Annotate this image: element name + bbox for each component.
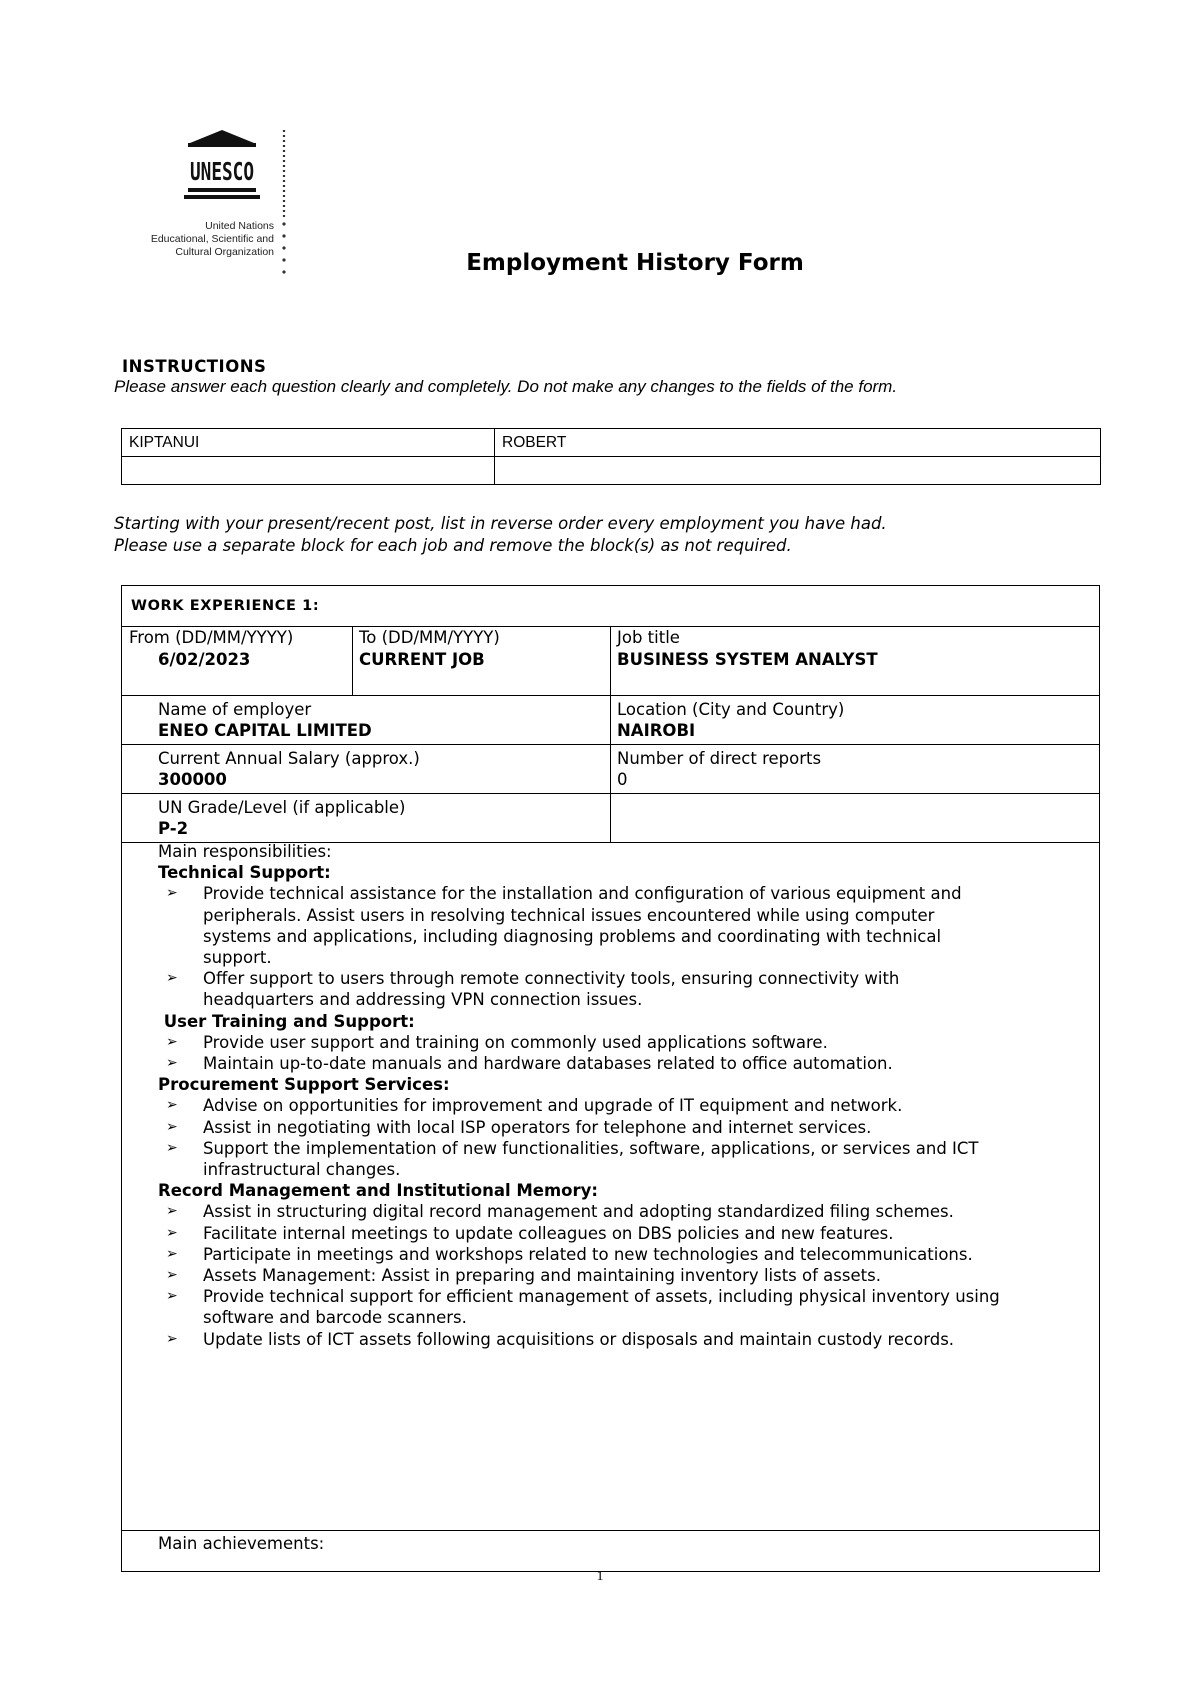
- arrow-bullet-icon: ➢: [166, 1224, 178, 1241]
- list-item-line: infrastructural changes.: [203, 1160, 401, 1180]
- list-item-line: systems and applications, including diagnosing problems and coordinating with technical: [203, 926, 942, 946]
- to-date-value[interactable]: CURRENT JOB: [359, 650, 485, 669]
- note-line-2: Please use a separate block for each job and remove the block(s) as not required.: [114, 536, 792, 555]
- list-item: [158, 1329, 1088, 1350]
- logo-line-1: United Nations: [205, 220, 274, 232]
- arrow-bullet-icon: ➢: [166, 970, 178, 987]
- page-title: Employment History Form: [466, 250, 804, 276]
- section-title: Technical Support:: [158, 863, 331, 883]
- last-name-field[interactable]: KIPTANUI: [122, 429, 495, 457]
- list-item-line: software and barcode scanners.: [203, 1308, 467, 1328]
- work-experience-heading: WORK EXPERIENCE 1:: [131, 598, 320, 614]
- responsibility-list: [158, 1201, 1088, 1349]
- name-table: [121, 428, 1101, 485]
- section-title: User Training and Support:: [158, 1011, 415, 1031]
- responsibilities-section: [158, 841, 1088, 1350]
- note-line-1: Starting with your present/recent post, list in reverse order every employment you have had.: [114, 514, 887, 533]
- list-item-line: Advise on opportunities for improvement and upgrade of IT equipment and network.: [203, 1096, 903, 1116]
- list-item-line: Maintain up-to-date manuals and hardware databases related to office automation.: [203, 1054, 893, 1074]
- list-item: [158, 1201, 1088, 1222]
- work-experience-block: [121, 585, 1100, 1572]
- logo-line-3: Cultural Organization: [175, 246, 274, 258]
- list-item: [158, 968, 1088, 1010]
- responsibility-list: [158, 1095, 1088, 1180]
- instructions-heading: INSTRUCTIONS: [122, 357, 267, 376]
- list-item: [158, 1053, 1088, 1074]
- direct-reports-value[interactable]: 0: [617, 770, 628, 789]
- svg-text:UNESCO: UNESCO: [190, 157, 254, 186]
- responsibilities-label: Main responsibilities:: [158, 842, 332, 861]
- arrow-bullet-icon: ➢: [166, 1139, 178, 1156]
- instructions-text: Please answer each question clearly and completely. Do not make any changes to the fields of the form.: [114, 377, 898, 396]
- list-item: [158, 1117, 1088, 1138]
- arrow-bullet-icon: ➢: [166, 1288, 178, 1305]
- list-item: [158, 1095, 1088, 1116]
- employment-note: [114, 513, 887, 557]
- list-item-line: Assist in negotiating with local ISP operators for telephone and internet services.: [203, 1117, 872, 1137]
- list-item-line: Provide user support and training on commonly used applications software.: [203, 1032, 828, 1052]
- location-label: Location (City and Country): [617, 700, 845, 719]
- grade-value[interactable]: P-2: [158, 819, 189, 838]
- unesco-acronym: [190, 157, 254, 186]
- list-item-line: headquarters and addressing VPN connection issues.: [203, 990, 643, 1010]
- list-item-line: Facilitate internal meetings to update colleagues on DBS policies and new features.: [203, 1223, 894, 1243]
- responsibility-list: [158, 883, 1088, 1010]
- list-item-line: Support the implementation of new functionalities, software, applications, or services and ICT: [203, 1138, 979, 1158]
- employer-label: Name of employer: [158, 700, 312, 719]
- logo-line-2: Educational, Scientific and: [150, 233, 274, 245]
- from-date-value[interactable]: 6/02/2023: [158, 650, 251, 669]
- list-item: [158, 883, 1088, 968]
- responsibility-sections: [158, 862, 1088, 1350]
- list-item-line: Participate in meetings and workshops related to new technologies and telecommunications.: [203, 1244, 973, 1264]
- list-item: [158, 1286, 1088, 1328]
- page-number: 1: [596, 1569, 604, 1584]
- arrow-bullet-icon: ➢: [166, 1097, 178, 1114]
- list-item-line: Offer support to users through remote connectivity tools, ensuring connectivity with: [203, 969, 900, 989]
- grade-label: UN Grade/Level (if applicable): [158, 798, 406, 817]
- list-item-line: Provide technical support for efficient management of assets, including physical inventory using: [203, 1287, 1000, 1307]
- job-title-value[interactable]: BUSINESS SYSTEM ANALYST: [617, 650, 878, 669]
- list-item-line: support.: [203, 948, 272, 968]
- name-table-cell[interactable]: [495, 457, 1101, 485]
- job-title-label: Job title: [617, 628, 680, 647]
- to-date-label: To (DD/MM/YYYY): [359, 628, 500, 647]
- section-title: Procurement Support Services:: [158, 1075, 450, 1095]
- list-item-line: Update lists of ICT assets following acquisitions or disposals and maintain custody records.: [203, 1329, 955, 1349]
- name-table-cell[interactable]: [122, 457, 495, 485]
- arrow-bullet-icon: ➢: [166, 1118, 178, 1135]
- list-item: [158, 1265, 1088, 1286]
- from-date-label: From (DD/MM/YYYY): [129, 628, 294, 647]
- arrow-bullet-icon: ➢: [166, 1055, 178, 1072]
- arrow-bullet-icon: ➢: [166, 1330, 178, 1347]
- list-item: [158, 1223, 1088, 1244]
- arrow-bullet-icon: ➢: [166, 1033, 178, 1050]
- list-item: [158, 1032, 1088, 1053]
- list-item: [158, 1244, 1088, 1265]
- arrow-bullet-icon: ➢: [166, 1267, 178, 1284]
- list-item: [158, 1138, 1088, 1180]
- list-item-line: Provide technical assistance for the installation and configuration of various equipment and: [203, 884, 962, 904]
- direct-reports-label: Number of direct reports: [617, 749, 822, 768]
- arrow-bullet-icon: ➢: [166, 885, 178, 902]
- location-value[interactable]: NAIROBI: [617, 721, 696, 740]
- list-item-line: peripherals. Assist users in resolving technical issues encountered while using computer: [203, 905, 935, 925]
- section-title: Record Management and Institutional Memory:: [158, 1181, 599, 1201]
- employer-value[interactable]: ENEO CAPITAL LIMITED: [158, 721, 372, 740]
- arrow-bullet-icon: ➢: [166, 1203, 178, 1220]
- salary-label: Current Annual Salary (approx.): [158, 749, 420, 768]
- achievements-label: Main achievements:: [158, 1534, 325, 1553]
- list-item-line: Assets Management: Assist in preparing and maintaining inventory lists of assets.: [203, 1266, 881, 1286]
- list-item-line: Assist in structuring digital record management and adopting standardized filing schemes.: [203, 1202, 954, 1222]
- responsibility-list: [158, 1032, 1088, 1074]
- salary-value[interactable]: 300000: [158, 770, 227, 789]
- unesco-temple-icon: [134, 128, 294, 220]
- arrow-bullet-icon: ➢: [166, 1245, 178, 1262]
- first-name-field[interactable]: ROBERT: [495, 429, 1101, 457]
